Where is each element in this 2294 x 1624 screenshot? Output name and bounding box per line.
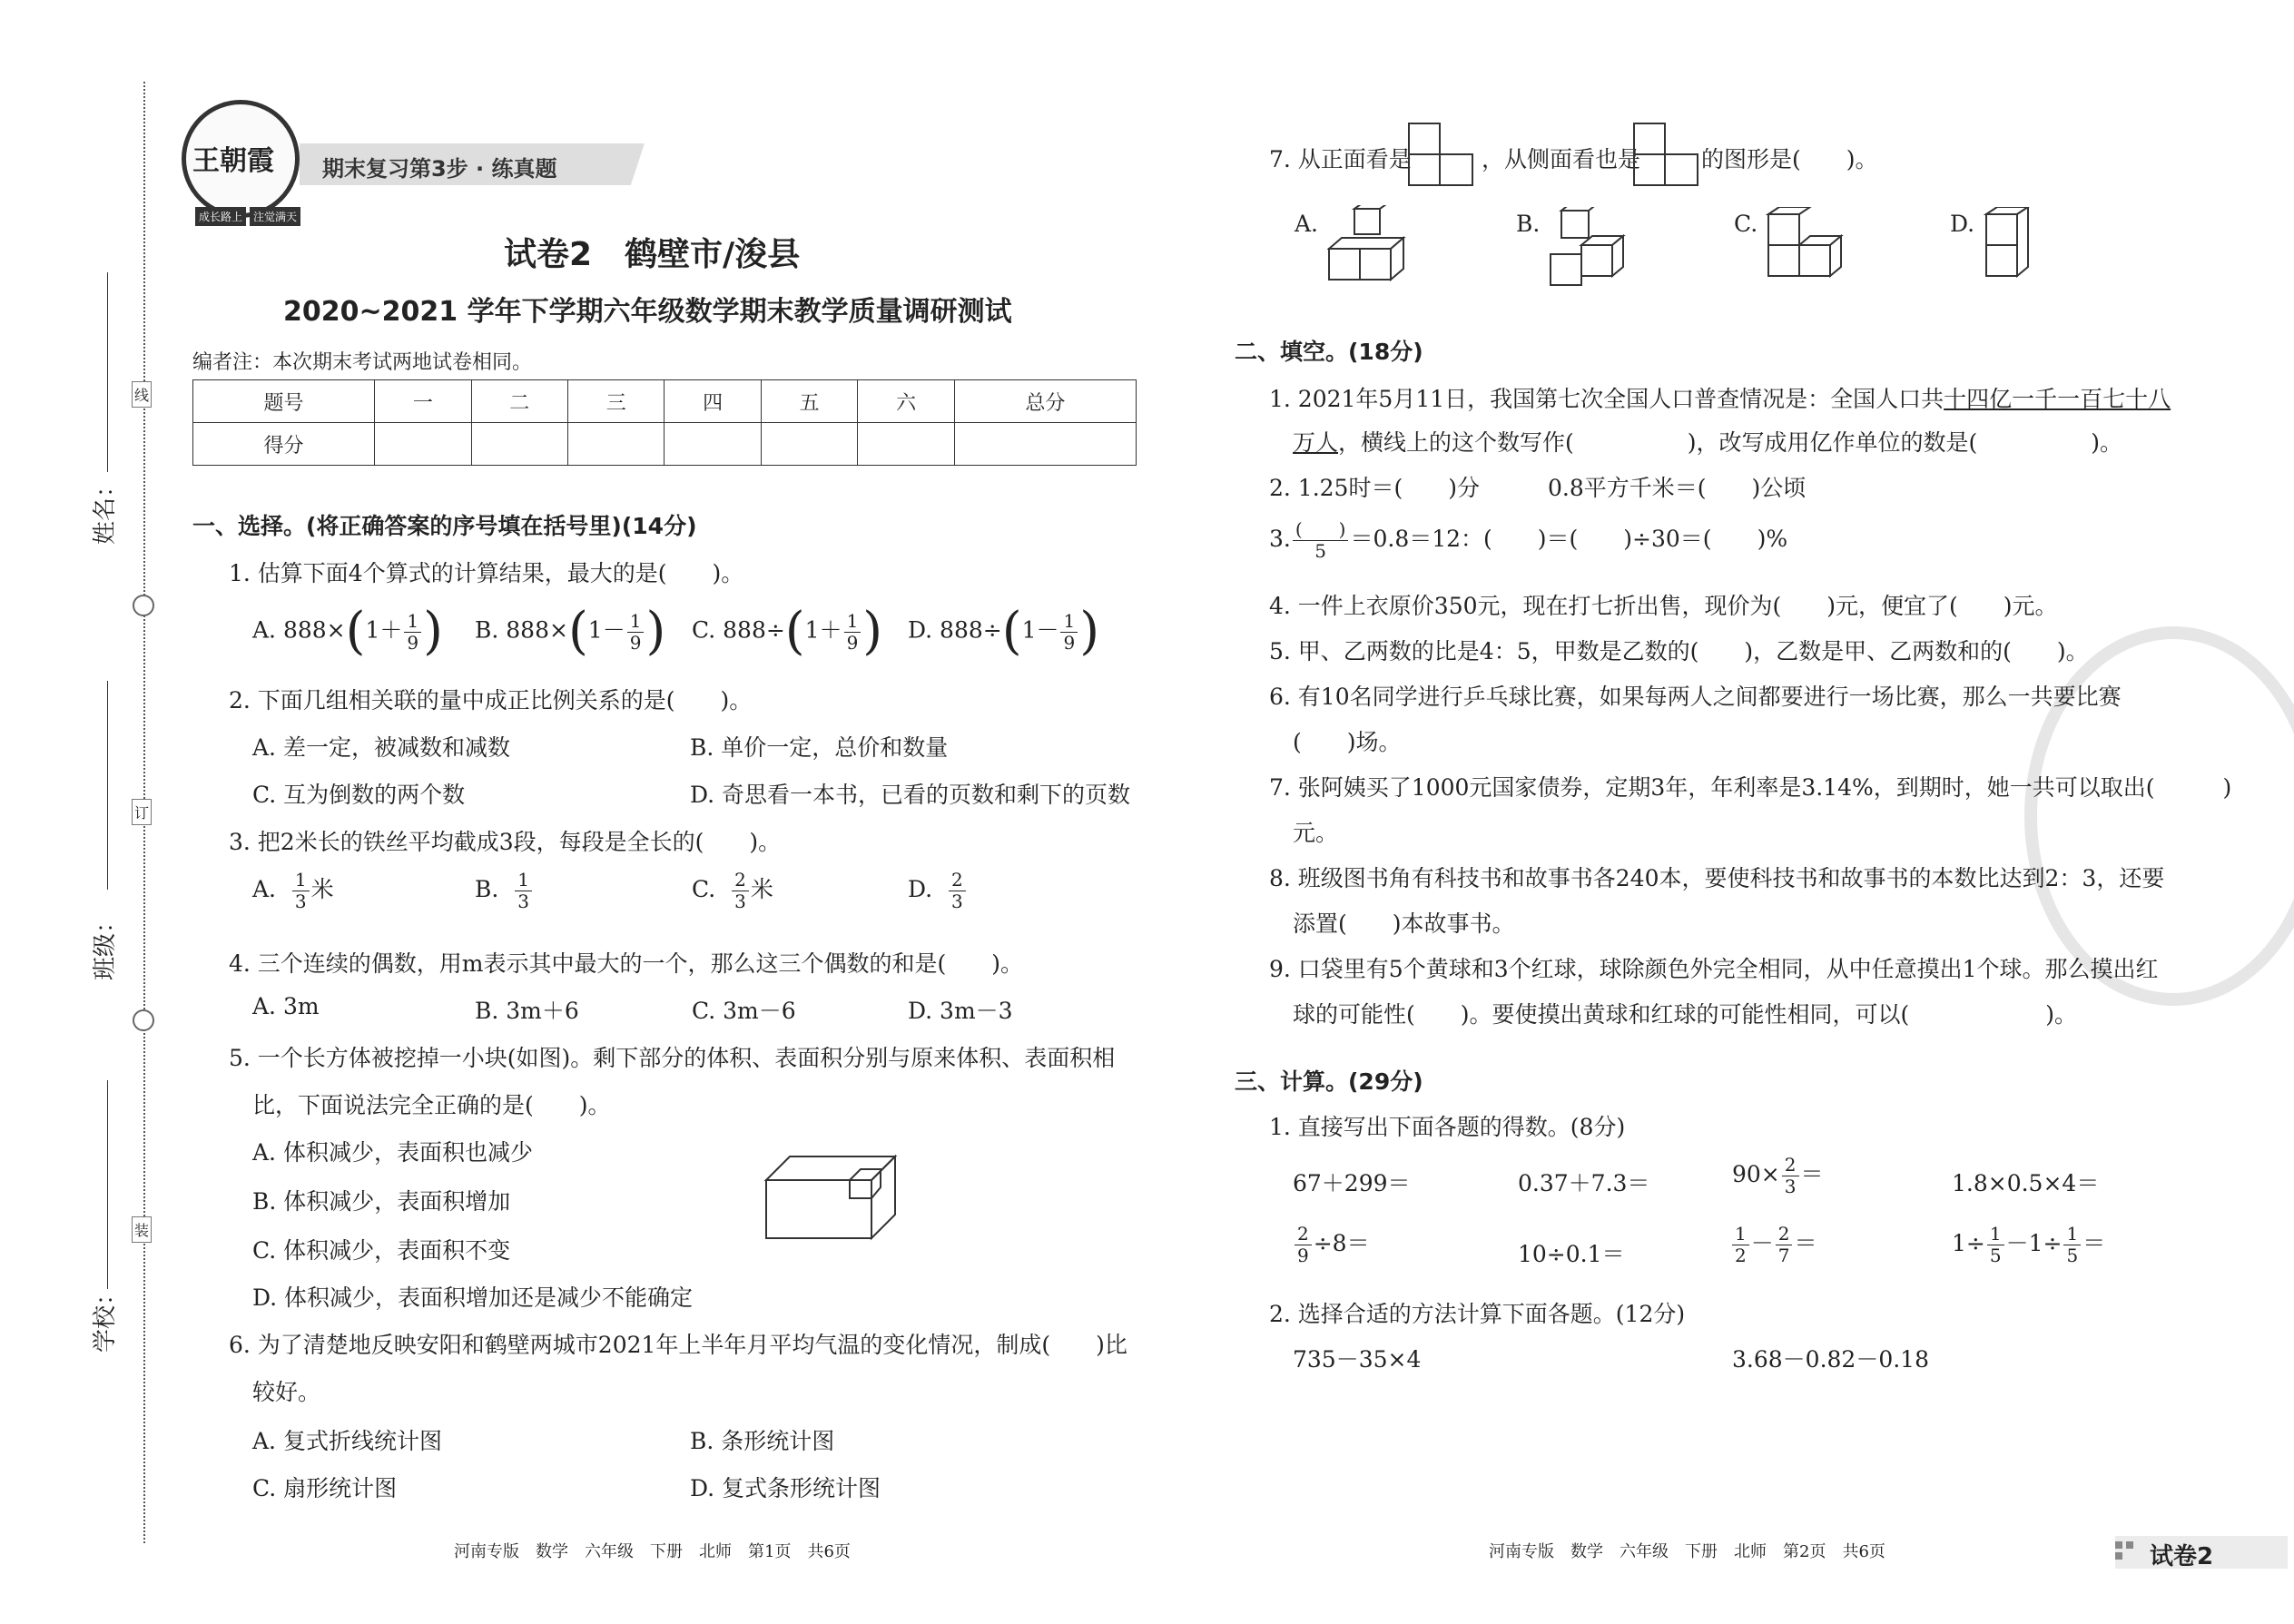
s2-q7-line1: 7. 张阿姨买了1000元国家债券，定期3年，年利率是3.14%，到期时，她一共可以取出( ) — [1269, 774, 2232, 801]
option-text: B. 888× — [475, 616, 568, 644]
score-header-cell: 五 — [761, 380, 857, 423]
q7-option-a[interactable]: A. — [1295, 211, 1319, 237]
step-label: 期末复习第3步 · 练真题 — [322, 156, 557, 182]
fraction — [1732, 1224, 1749, 1266]
editor-note: 编者注：本次期末考试两地试卷相同。 — [192, 351, 533, 374]
score-table-row — [193, 423, 1137, 466]
s1-q6-option-d[interactable]: D. 复式条形统计图 — [690, 1475, 881, 1501]
s2-q8-line1: 8. 班级图书角有科技书和故事书各240本，要使科技书和故事书的本数比达到2：3，还要 — [1269, 865, 2165, 891]
binding-hole-icon — [133, 1009, 154, 1031]
option-label: C. — [692, 876, 716, 902]
s1-q5-option-a[interactable]: A. 体积减少，表面积也减少 — [252, 1139, 533, 1166]
fraction — [1293, 519, 1349, 562]
s1-q3-option-b[interactable] — [475, 870, 534, 912]
fraction — [404, 611, 421, 654]
calc-8 — [1952, 1224, 2105, 1266]
equals: ＝ — [1794, 1230, 1817, 1256]
fraction — [732, 870, 749, 912]
frac-num: 1 — [292, 870, 310, 891]
unit: 米 — [310, 876, 334, 902]
cube-stack-b-icon — [1547, 207, 1638, 289]
frac-den: 7 — [1777, 1245, 1790, 1266]
s2-q5: 5. 甲、乙两数的比是4：5，甲数是乙数的( )，乙数是甲、乙两数和的( )。 — [1269, 638, 2089, 664]
s1-q2-option-b[interactable]: B. 单价一定，总价和数量 — [690, 734, 949, 761]
page-subtitle: 2020~2021 学年下学期六年级数学期末教学质量调研测试 — [283, 296, 1012, 328]
q7-option-c[interactable]: C. — [1734, 211, 1758, 237]
score-header-cell: 四 — [665, 380, 761, 423]
s1-q5-line2: 比，下面说法完全正确的是( )。 — [252, 1092, 611, 1118]
frac-num: 2 — [1295, 1224, 1312, 1245]
equals: ＝ — [1800, 1161, 1824, 1187]
s1-q3-option-d[interactable] — [908, 870, 968, 912]
score-header-cell: 三 — [568, 380, 665, 423]
paper-badge: 试卷2 — [2150, 1543, 2214, 1570]
paren: ) — [423, 602, 443, 661]
calc-6: 10÷0.1＝ — [1518, 1241, 1625, 1267]
q7-option-b[interactable]: B. — [1516, 211, 1541, 237]
name-label: 姓名： — [92, 473, 119, 545]
section1-heading: 一、选择。(将正确答案的序号填在括号里)(14分) — [192, 513, 697, 539]
s1-q2-option-c[interactable]: C. 互为倒数的两个数 — [252, 782, 466, 808]
calc-text: ÷8＝ — [1313, 1230, 1370, 1256]
school-field[interactable] — [107, 1080, 108, 1289]
q7-text-a: 7. 从正面看是 — [1269, 146, 1412, 172]
fraction — [627, 611, 645, 654]
s2-q3 — [1269, 519, 1787, 562]
option-op: 1＋ — [804, 616, 842, 644]
calc-10: 3.68－0.82－0.18 — [1732, 1346, 1929, 1373]
calc-3 — [1732, 1155, 1824, 1197]
frac-den: 5 — [1314, 540, 1327, 562]
s1-q4-option-c[interactable]: C. 3m－6 — [692, 998, 796, 1024]
calc-text: 1÷ — [1952, 1230, 1985, 1256]
paren: ( — [567, 602, 588, 661]
s2-q8-line2: 添置( )本故事书。 — [1293, 910, 1515, 937]
name-field[interactable] — [107, 272, 108, 472]
s1-q6-option-b[interactable]: B. 条形统计图 — [690, 1428, 835, 1454]
s1-q6-line1: 6. 为了清楚地反映安阳和鹤壁两城市2021年上半年月平均气温的变化情况，制成( )比 — [229, 1332, 1127, 1358]
s2-q7-line2: 元。 — [1293, 820, 1339, 846]
calc-1: 67＋299＝ — [1293, 1170, 1411, 1196]
s2-q9-line2: 球的可能性( )。要使摸出黄球和红球的可能性相同，可以( )。 — [1293, 1001, 2078, 1028]
s1-q1: 1. 估算下面4个算式的计算结果，最大的是( )。 — [229, 560, 744, 586]
cut-mark-3: 装 — [132, 1216, 152, 1243]
q-text: 1. 2021年5月11日，我国第七次全国人口普查情况是：全国人口共 — [1269, 386, 1944, 412]
frac-num: 1 — [627, 611, 645, 633]
frac-num: 2 — [732, 870, 749, 891]
frac-num: 2 — [1782, 1155, 1799, 1176]
frac-den: 5 — [2066, 1245, 2079, 1266]
s3-sub2: 2. 选择合适的方法计算下面各题。(12分) — [1269, 1301, 1686, 1327]
frac-den: 3 — [951, 891, 963, 912]
s1-q4-option-d[interactable]: D. 3m－3 — [908, 998, 1013, 1024]
fraction — [844, 611, 861, 654]
q7-text-c: 的图形是( )。 — [1701, 146, 1878, 172]
calc-2: 0.37＋7.3＝ — [1518, 1170, 1650, 1196]
frac-num: 1 — [844, 611, 861, 633]
calc-text: 90× — [1732, 1161, 1780, 1187]
score-table-header-row — [193, 380, 1137, 423]
fraction — [1987, 1224, 2004, 1266]
cube-stack-d-icon — [1983, 207, 2046, 285]
q-number: 3. — [1269, 526, 1291, 552]
s1-q3: 3. 把2米长的铁丝平均截成3段，每段是全长的( )。 — [229, 829, 782, 855]
class-field[interactable] — [107, 681, 108, 890]
calc-4: 1.8×0.5×4＝ — [1952, 1170, 2100, 1196]
score-cell[interactable] — [954, 423, 1136, 466]
logo-sub-right: 注觉满天 — [250, 207, 300, 226]
calc-text: －1÷ — [2005, 1230, 2063, 1256]
frac-den: 9 — [1063, 631, 1076, 654]
calc-5 — [1293, 1224, 1370, 1266]
s1-q3-option-c[interactable] — [692, 870, 773, 912]
s1-q1-option-b[interactable] — [475, 602, 666, 661]
s2-q9-line1: 9. 口袋里有5个黄球和3个红球，球除颜色外完全相同，从中任意摸出1个球。那么摸出红 — [1269, 956, 2159, 982]
cube-stack-a-icon — [1327, 205, 1427, 283]
frac-den: 3 — [517, 891, 529, 912]
paren: ) — [1079, 602, 1100, 661]
s1-q5-option-d[interactable]: D. 体积减少，表面积增加还是减少不能确定 — [252, 1284, 694, 1311]
cube-stack-c-icon — [1765, 207, 1856, 285]
score-row-label: 得分 — [193, 423, 375, 466]
frac-den: 9 — [407, 631, 419, 654]
frac-num: 2 — [949, 870, 966, 891]
frac-den: 9 — [846, 631, 859, 654]
page-title: 试卷2 鹤壁市/浚县 — [504, 236, 801, 273]
s1-q4: 4. 三个连续的偶数，用m表示其中最大的一个，那么这三个偶数的和是( )。 — [229, 950, 1024, 977]
fraction — [949, 870, 966, 912]
fraction — [2063, 1224, 2081, 1266]
frac-num: 1 — [404, 611, 421, 633]
frac-den: 3 — [1784, 1176, 1797, 1197]
s2-q1-line2 — [1293, 425, 2122, 458]
logo-sub-left: 成长路上 — [195, 207, 246, 226]
score-header-cell: 二 — [471, 380, 567, 423]
paren: ( — [345, 602, 366, 661]
underlined-number: 十四亿一千一百七十八 — [1944, 386, 2171, 412]
calc-9: 735－35×4 — [1293, 1346, 1422, 1373]
option-label: A. — [252, 876, 277, 902]
s2-q2: 2. 1.25时＝( )分 0.8平方千米＝( )公顷 — [1269, 475, 1807, 501]
binding-hole-icon — [133, 595, 154, 616]
equals: ＝ — [2082, 1230, 2106, 1256]
frac-den: 5 — [1989, 1245, 2002, 1266]
s1-q6-line2: 较好。 — [252, 1379, 321, 1405]
q-text: ，横线上的这个数写作( )，改写成用亿作单位的数是( )。 — [1338, 429, 2123, 456]
option-label: B. — [475, 876, 499, 902]
option-label: D. — [908, 876, 933, 902]
s1-q6-option-c[interactable]: C. 扇形统计图 — [252, 1475, 398, 1501]
s2-q4: 4. 一件上衣原价350元，现在打七折出售，现价为( )元，便宜了( )元。 — [1269, 593, 2058, 619]
score-header-cell: 总分 — [954, 380, 1136, 423]
s2-q1-line1 — [1269, 381, 2171, 414]
option-text: D. 888÷ — [908, 616, 1002, 644]
score-header-cell: 六 — [858, 380, 954, 423]
frac-num: 1 — [515, 870, 532, 891]
underlined-number: 万人 — [1293, 429, 1339, 456]
s1-q5-option-c[interactable]: C. 体积减少，表面积不变 — [252, 1237, 511, 1264]
s1-q4-option-b[interactable]: B. 3m＋6 — [475, 998, 579, 1024]
cut-mark-1: 线 — [132, 381, 152, 408]
option-text: C. 888÷ — [692, 616, 785, 644]
s1-q2-option-d[interactable]: D. 奇思看一本书，已看的页数和剩下的页数 — [690, 782, 1131, 808]
fraction — [515, 870, 532, 912]
score-cell[interactable] — [761, 423, 857, 466]
side-view-figure — [1632, 122, 1701, 187]
school-label: 学校： — [92, 1281, 119, 1353]
fraction — [1060, 611, 1078, 654]
frac-num: 1 — [1060, 611, 1078, 633]
s1-q2-option-a[interactable]: A. 差一定，被减数和减数 — [252, 734, 510, 761]
score-cell[interactable] — [858, 423, 954, 466]
score-cell[interactable] — [375, 423, 471, 466]
score-cell[interactable] — [665, 423, 761, 466]
paren: ) — [862, 602, 883, 661]
frac-num: 1 — [1987, 1224, 2004, 1245]
score-header-cell: 题号 — [193, 380, 375, 423]
s1-q1-option-c[interactable] — [692, 602, 883, 661]
q-text: ＝0.8＝12：( )＝( )÷30＝( )% — [1350, 526, 1788, 552]
paren: ) — [645, 602, 666, 661]
s1-q6-option-a[interactable]: A. 复式折线统计图 — [252, 1428, 442, 1454]
section2-heading: 二、填空。(18分) — [1235, 339, 1423, 365]
footer-left: 河南专版 数学 六年级 下册 北师 第1页 共6页 — [454, 1542, 851, 1561]
fraction — [292, 870, 310, 912]
q7-option-d[interactable]: D. — [1950, 211, 1975, 237]
score-header-cell: 一 — [375, 380, 471, 423]
cut-mark-2: 订 — [132, 799, 152, 825]
fraction — [1776, 1224, 1793, 1266]
s1-q1-option-d[interactable] — [908, 602, 1100, 661]
class-label: 班级： — [92, 909, 119, 980]
badge-square-icon — [2126, 1541, 2133, 1549]
s3-sub1: 1. 直接写出下面各题的得数。(8分) — [1269, 1114, 1626, 1140]
option-text: A. 888× — [252, 616, 346, 644]
option-op: 1－ — [1021, 616, 1059, 644]
fraction — [1295, 1224, 1312, 1266]
frac-den: 2 — [1735, 1245, 1747, 1266]
section3-heading: 三、计算。(29分) — [1235, 1068, 1423, 1095]
frac-num: 2 — [1776, 1224, 1793, 1245]
frac-den: 3 — [734, 891, 746, 912]
score-table — [192, 379, 1137, 466]
s1-q2: 2. 下面几组相关联的量中成正比例关系的是( )。 — [229, 687, 753, 714]
badge-square-icon — [2115, 1541, 2122, 1549]
s1-q1-option-a[interactable] — [252, 602, 443, 661]
s1-q5-option-b[interactable]: B. 体积减少，表面积增加 — [252, 1188, 511, 1215]
minus: － — [1750, 1230, 1774, 1256]
front-view-figure — [1407, 122, 1476, 187]
q7-text-b: ，从侧面看也是 — [1482, 146, 1641, 172]
frac-den: 9 — [629, 631, 642, 654]
frac-den: 9 — [1297, 1245, 1309, 1266]
calc-7 — [1730, 1224, 1817, 1266]
score-cell[interactable] — [471, 423, 567, 466]
frac-num: 1 — [2063, 1224, 2081, 1245]
cuboid-figure — [763, 1151, 899, 1242]
paren: ( — [1001, 602, 1022, 661]
paren: ( — [784, 602, 805, 661]
s1-q3-option-a[interactable] — [252, 870, 334, 912]
option-op: 1－ — [587, 616, 625, 644]
s1-q5-line1: 5. 一个长方体被挖掉一小块(如图)。剩下部分的体积、表面积分别与原来体积、表面积相 — [229, 1045, 1116, 1071]
frac-den: 3 — [294, 891, 307, 912]
unit: 米 — [750, 876, 773, 902]
badge-square-icon — [2115, 1552, 2122, 1560]
logo-text: 王朝霞 — [192, 145, 274, 177]
s2-q6-line2: ( )场。 — [1293, 729, 1402, 755]
option-op: 1＋ — [365, 616, 403, 644]
s1-q4-option-a[interactable]: A. 3m — [252, 993, 320, 1019]
frac-num: ( ) — [1293, 519, 1349, 541]
fraction — [1782, 1155, 1799, 1197]
s2-q6-line1: 6. 有10名同学进行乒乓球比赛，如果每两人之间都要进行一场比赛，那么一共要比赛 — [1269, 684, 2122, 710]
frac-num: 1 — [1732, 1224, 1749, 1245]
footer-right: 河南专版 数学 六年级 下册 北师 第2页 共6页 — [1489, 1542, 1885, 1561]
score-cell[interactable] — [568, 423, 665, 466]
